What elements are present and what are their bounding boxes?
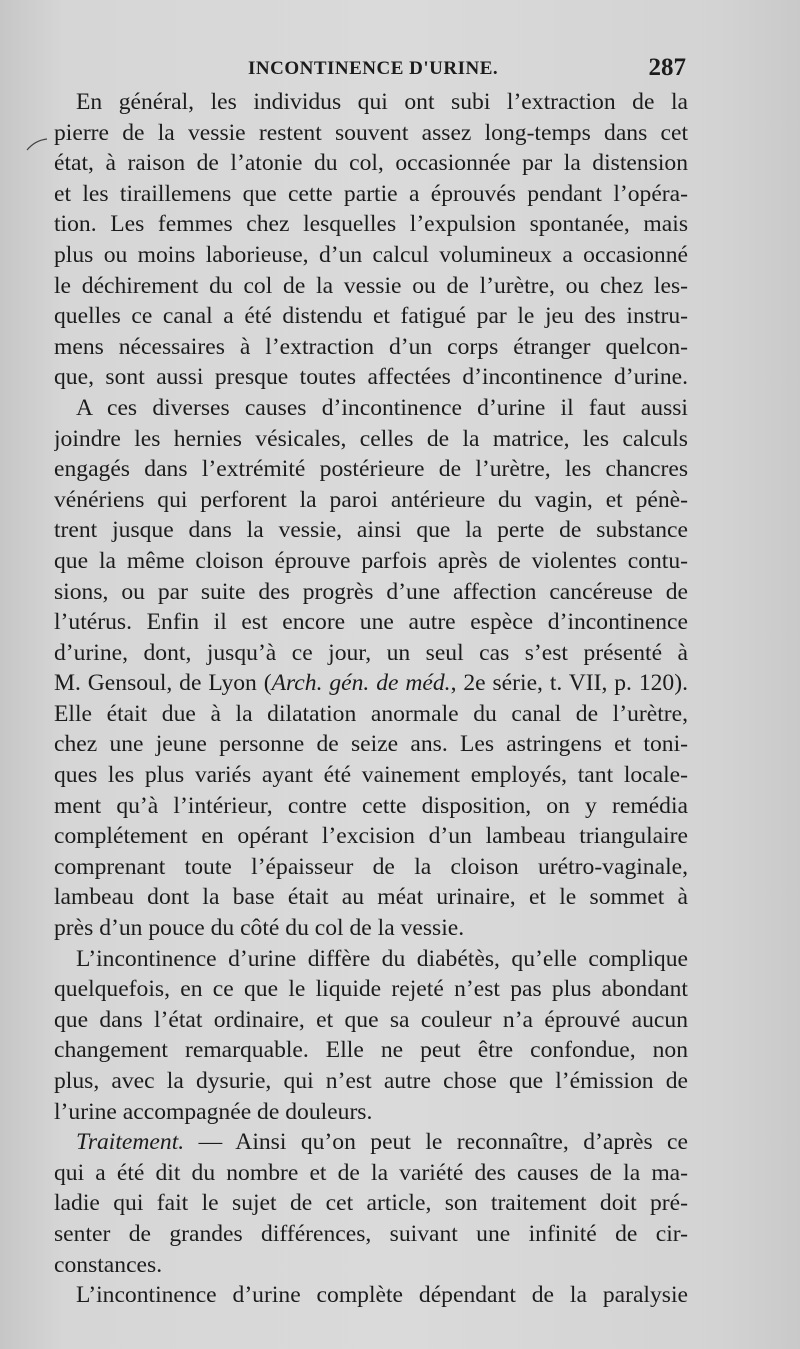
text-line: plus ou moins laborieuse, d’un calcul volumineux a occasionné	[54, 241, 688, 268]
text-line: ladie qui fait le sujet de cet article, son traitement doit pré-	[54, 1190, 688, 1217]
text-line: L’incontinence d’urine diffère du diabétès, qu’elle complique	[76, 945, 688, 972]
text-line: changement remarquable. Elle ne peut être confondue, non	[54, 1037, 688, 1064]
text-line: ques les plus variés ayant été vainement employés, tant locale-	[54, 762, 688, 789]
page-header	[52, 54, 692, 88]
text-line: trent jusque dans la vessie, ainsi que la perte de substance	[54, 517, 688, 544]
text-line: Elle était due à la dilatation anormale du canal de l’urètre,	[54, 700, 688, 727]
text-line: ment qu’à l’intérieur, contre cette disposition, on y remédia	[54, 792, 688, 819]
text-line: lambeau dont la base était au méat urinaire, et le sommet à	[54, 884, 688, 911]
text-line: quelles ce canal a été distendu et fatigué par le jeu des instru-	[54, 303, 688, 330]
text-line: près d’un pouce du côté du col de la vessie.	[54, 915, 465, 942]
text-line: En général, les individus qui ont subi l’extraction de la	[76, 89, 688, 115]
text-line: plus, avec la dysurie, qui n’est autre chose que l’émission de	[54, 1068, 688, 1094]
text-line: chez une jeune personne de seize ans. Les astringens et toni-	[54, 731, 688, 758]
text-line-citation: M. Gensoul, de Lyon (Arch. gén. de méd., 2e série, t. VII, p. 120).	[54, 670, 688, 697]
text-line-traitement: Traitement. — Ainsi qu’on peut le reconnaître, d’après ce	[76, 1129, 688, 1156]
text-line: quelquefois, en ce que le liquide rejeté n’est pas plus abondant	[54, 976, 688, 1003]
text-line: sions, ou par suite des progrès d’une affection cancéreuse de	[54, 578, 688, 605]
text-line: que la même cloison éprouve parfois après de violentes contu-	[54, 547, 688, 574]
body-text	[54, 87, 688, 1311]
text-line: senter de grandes différences, suivant une infinité de cir-	[54, 1220, 688, 1247]
text-line: comprenant toute l’épaisseur de la cloison urétro-vaginale,	[54, 853, 688, 880]
text-line: constances.	[54, 1251, 163, 1278]
text-line: pierre de la vessie restent souvent assez long-temps dans cet	[54, 119, 688, 146]
text-line: engagés dans l’extrémité postérieure de l’urètre, les chancres	[54, 456, 688, 483]
text-line: qui a été dit du nombre et de la variété des causes de la ma-	[54, 1159, 688, 1186]
text-line: complétement en opérant l’excision d’un lambeau triangulaire	[54, 823, 688, 850]
page-number: 287	[648, 54, 686, 81]
text-line: A ces diverses causes d’incontinence d’urine il faut aussi	[76, 394, 688, 421]
text-line: joindre les hernies vésicales, celles de la matrice, les calculs	[54, 425, 688, 452]
text-line: d’urine, dont, jusqu’à ce jour, un seul cas s’est présenté à	[54, 639, 688, 666]
text-line: tion. Les femmes chez lesquelles l’expulsion spontanée, mais	[54, 211, 688, 238]
text-line: l’utérus. Enfin il est encore une autre espèce d’incontinence	[54, 609, 688, 636]
text-line: L’incontinence d’urine complète dépendant de la paralysie	[76, 1282, 688, 1309]
text-line: et les tiraillemens que cette partie a éprouvés pendant l’opéra-	[54, 180, 688, 207]
margin-pen-mark-icon	[26, 138, 48, 152]
text-line: le déchirement du col de la vessie ou de l’urètre, ou chez les-	[54, 272, 688, 299]
text-line: que, sont aussi presque toutes affectées d’incontinence d’urine.	[54, 364, 688, 391]
text-line: que dans l’état ordinaire, et que sa couleur n’a éprouvé aucun	[54, 1006, 688, 1033]
text-line: vénériens qui perforent la paroi antérieure du vagin, et pénè-	[54, 486, 688, 513]
text-line: l’urine accompagnée de douleurs.	[54, 1098, 373, 1125]
running-head: INCONTINENCE D'URINE.	[248, 58, 499, 79]
text-line: mens nécessaires à l’extraction d’un corps étranger quelcon-	[54, 333, 688, 360]
text-line: état, à raison de l’atonie du col, occasionnée par la distension	[54, 150, 688, 177]
